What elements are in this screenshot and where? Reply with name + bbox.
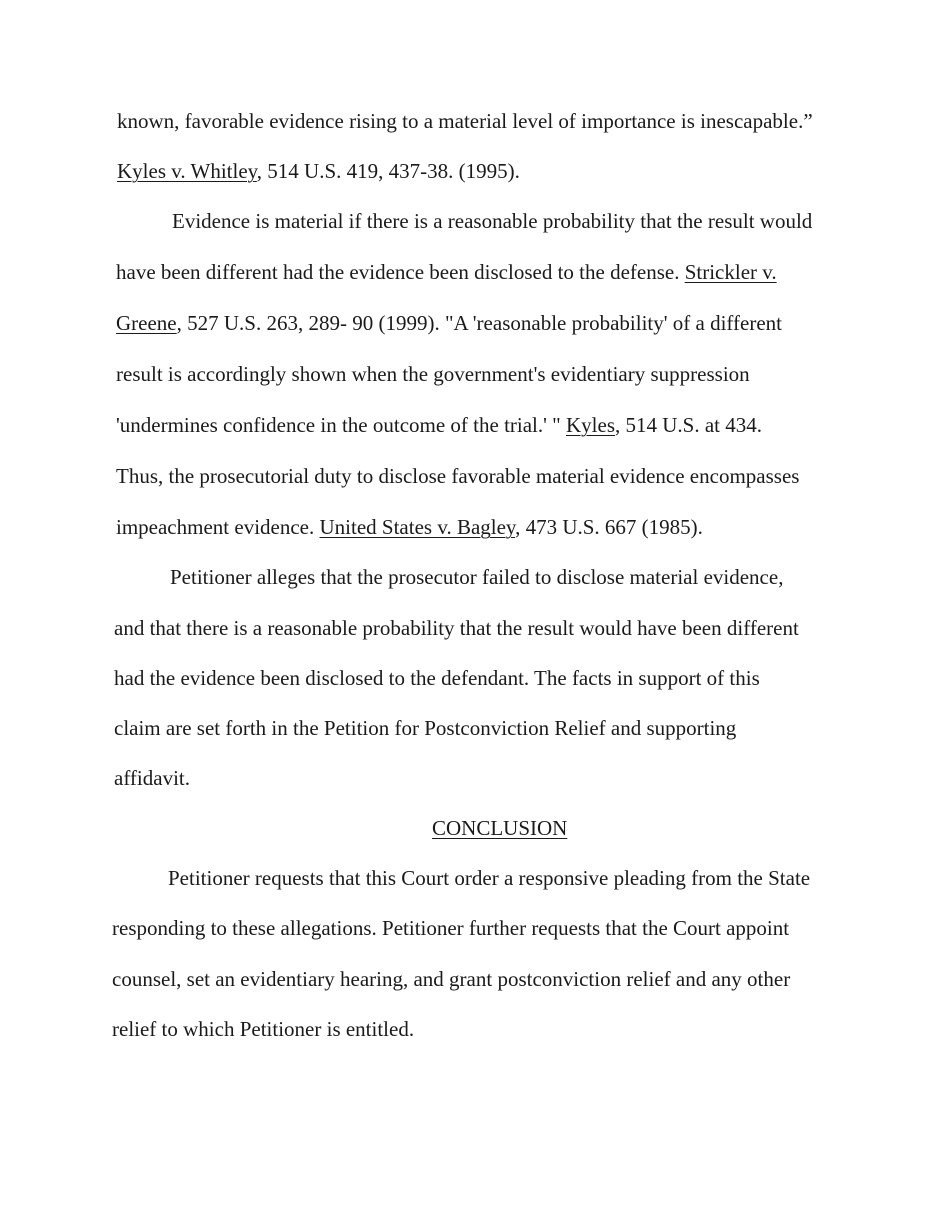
text-run: affidavit. (114, 766, 191, 790)
case-citation-name: Greene (116, 311, 177, 335)
text-line (116, 415, 762, 436)
text-line (168, 868, 810, 889)
text-line (116, 466, 799, 487)
text-run: had the evidence been disclosed to the defendant. The facts in support of this (114, 666, 760, 690)
text-run: impeachment evidence. (116, 515, 320, 539)
text-run: , 527 U.S. 263, 289- 90 (1999). "A 'reasonable probability' of a different (176, 311, 783, 335)
text-line (172, 211, 812, 232)
text-line (114, 718, 736, 739)
text-run: 'undermines confidence in the outcome of the trial.' " (116, 413, 566, 437)
text-line (117, 161, 520, 182)
text-line (117, 111, 813, 132)
text-run: Petitioner alleges that the prosecutor failed to disclose material evidence, (170, 565, 784, 589)
text-run: and that there is a reasonable probability that the result would have been different (114, 616, 799, 640)
case-citation-name: Strickler v. (684, 260, 777, 284)
text-line (114, 668, 760, 689)
text-run: , 514 U.S. 419, 437-38. (1995). (256, 159, 520, 183)
text-run: known, favorable evidence rising to a material level of importance is inescapable.” (117, 109, 813, 133)
text-line (116, 313, 782, 334)
text-line (112, 1019, 414, 1040)
text-run: , 473 U.S. 667 (1985). (515, 515, 703, 539)
text-line (112, 918, 789, 939)
text-line (112, 969, 790, 990)
section-heading (432, 818, 567, 839)
text-run: claim are set forth in the Petition for Postconviction Relief and supporting (114, 716, 737, 740)
text-run: Petitioner requests that this Court order a responsive pleading from the State (168, 866, 811, 890)
text-run: Evidence is material if there is a reasonable probability that the result would (172, 209, 813, 233)
text-line (170, 567, 783, 588)
case-citation-name: United States v. Bagley (319, 515, 516, 539)
text-run: , 514 U.S. at 434. (615, 413, 762, 437)
case-citation-name: Kyles (566, 413, 615, 437)
text-run: Thus, the prosecutorial duty to disclose favorable material evidence encompasses (116, 464, 800, 488)
text-line (116, 517, 703, 538)
text-run: result is accordingly shown when the government's evidentiary suppression (116, 362, 750, 386)
text-line (116, 262, 777, 283)
text-line (114, 618, 799, 639)
text-run: have been different had the evidence been disclosed to the defense. (116, 260, 685, 284)
text-line (114, 768, 190, 789)
text-run: relief to which Petitioner is entitled. (112, 1017, 415, 1041)
text-run: counsel, set an evidentiary hearing, and grant postconviction relief and any other (112, 967, 791, 991)
text-run: responding to these allegations. Petitioner further requests that the Court appoint (112, 916, 790, 940)
text-line (116, 364, 750, 385)
case-citation-name: Kyles v. Whitley (117, 159, 257, 183)
conclusion-heading: CONCLUSION (432, 816, 568, 840)
